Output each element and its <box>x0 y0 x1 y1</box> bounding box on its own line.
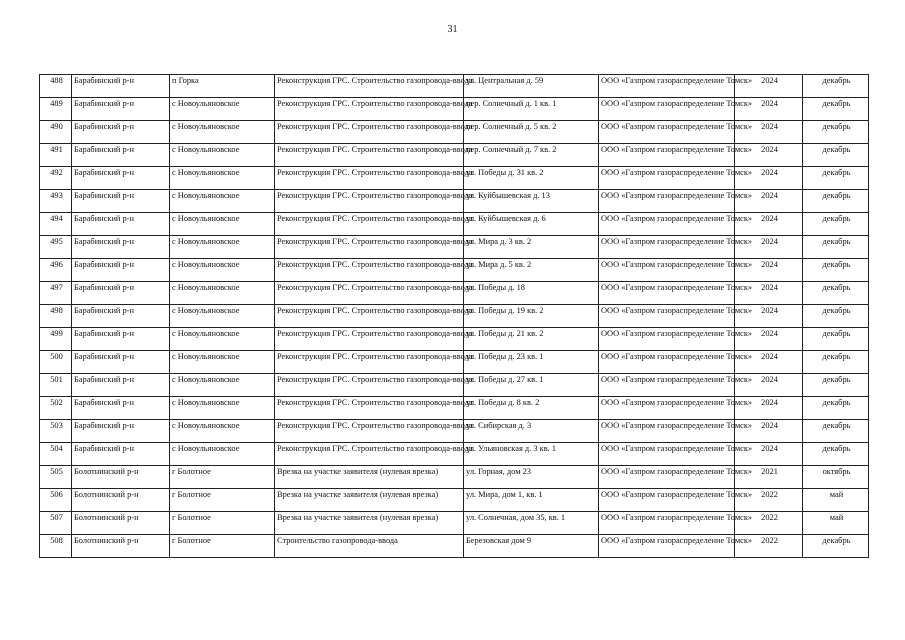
month-cell: декабрь <box>803 144 869 167</box>
year-cell: 2024 <box>735 236 803 259</box>
locality-cell: с Новоульяновское <box>170 282 275 305</box>
district-cell: Болотнинский р-н <box>72 535 170 558</box>
table-row <box>40 167 869 190</box>
year-cell: 2024 <box>735 443 803 466</box>
district-cell: Барабинский р-н <box>72 98 170 121</box>
table-row <box>40 144 869 167</box>
table-row <box>40 190 869 213</box>
work-type-cell: Реконструкция ГРС. Строительство газопровода-ввода <box>275 236 464 259</box>
organization-cell: ООО «Газпром газораспределение Томск» <box>599 144 735 167</box>
month-cell: декабрь <box>803 374 869 397</box>
month-cell: декабрь <box>803 397 869 420</box>
address-cell: ул. Куйбышевская д. 6 <box>464 213 599 236</box>
work-type-cell: Реконструкция ГРС. Строительство газопровода-ввода <box>275 98 464 121</box>
row-number: 493 <box>40 190 72 213</box>
work-type-cell: Реконструкция ГРС. Строительство газопровода-ввода <box>275 282 464 305</box>
district-cell: Барабинский р-н <box>72 305 170 328</box>
locality-cell: с Новоульяновское <box>170 167 275 190</box>
year-cell: 2024 <box>735 328 803 351</box>
table-row <box>40 282 869 305</box>
table-row <box>40 535 869 558</box>
year-cell: 2024 <box>735 98 803 121</box>
year-cell: 2024 <box>735 305 803 328</box>
organization-cell: ООО «Газпром газораспределение Томск» <box>599 167 735 190</box>
year-cell: 2024 <box>735 282 803 305</box>
month-cell: декабрь <box>803 75 869 98</box>
address-cell: ул. Куйбышевская д. 13 <box>464 190 599 213</box>
organization-cell: ООО «Газпром газораспределение Томск» <box>599 121 735 144</box>
table-row <box>40 328 869 351</box>
organization-cell: ООО «Газпром газораспределение Томск» <box>599 305 735 328</box>
locality-cell: с Новоульяновское <box>170 236 275 259</box>
year-cell: 2021 <box>735 466 803 489</box>
row-number: 508 <box>40 535 72 558</box>
row-number: 503 <box>40 420 72 443</box>
district-cell: Барабинский р-н <box>72 443 170 466</box>
row-number: 494 <box>40 213 72 236</box>
work-type-cell: Реконструкция ГРС. Строительство газопровода-ввода <box>275 351 464 374</box>
year-cell: 2024 <box>735 144 803 167</box>
locality-cell: п Горка <box>170 75 275 98</box>
district-cell: Барабинский р-н <box>72 144 170 167</box>
organization-cell: ООО «Газпром газораспределение Томск» <box>599 535 735 558</box>
year-cell: 2024 <box>735 259 803 282</box>
month-cell: декабрь <box>803 420 869 443</box>
work-type-cell: Строительство газопровода-ввода <box>275 535 464 558</box>
month-cell: декабрь <box>803 305 869 328</box>
year-cell: 2022 <box>735 512 803 535</box>
address-cell: ул. Победы д. 19 кв. 2 <box>464 305 599 328</box>
work-type-cell: Реконструкция ГРС. Строительство газопровода-ввода <box>275 443 464 466</box>
address-cell: ул. Победы д. 23 кв. 1 <box>464 351 599 374</box>
address-cell: ул. Мира, дом 1, кв. 1 <box>464 489 599 512</box>
month-cell: декабрь <box>803 282 869 305</box>
locality-cell: с Новоульяновское <box>170 190 275 213</box>
organization-cell: ООО «Газпром газораспределение Томск» <box>599 75 735 98</box>
row-number: 492 <box>40 167 72 190</box>
row-number: 507 <box>40 512 72 535</box>
organization-cell: ООО «Газпром газораспределение Томск» <box>599 351 735 374</box>
month-cell: май <box>803 489 869 512</box>
organization-cell: ООО «Газпром газораспределение Томск» <box>599 98 735 121</box>
row-number: 495 <box>40 236 72 259</box>
address-cell: ул. Горная, дом 23 <box>464 466 599 489</box>
organization-cell: ООО «Газпром газораспределение Томск» <box>599 328 735 351</box>
table-row <box>40 121 869 144</box>
row-number: 502 <box>40 397 72 420</box>
organization-cell: ООО «Газпром газораспределение Томск» <box>599 489 735 512</box>
work-type-cell: Реконструкция ГРС. Строительство газопровода-ввода <box>275 420 464 443</box>
month-cell: декабрь <box>803 351 869 374</box>
registry-table <box>39 74 869 558</box>
month-cell: декабрь <box>803 167 869 190</box>
organization-cell: ООО «Газпром газораспределение Томск» <box>599 512 735 535</box>
month-cell: декабрь <box>803 98 869 121</box>
work-type-cell: Реконструкция ГРС. Строительство газопровода-ввода <box>275 75 464 98</box>
locality-cell: с Новоульяновское <box>170 328 275 351</box>
table-row <box>40 512 869 535</box>
locality-cell: г Болотное <box>170 466 275 489</box>
district-cell: Барабинский р-н <box>72 397 170 420</box>
district-cell: Барабинский р-н <box>72 351 170 374</box>
address-cell: ул. Победы д. 31 кв. 2 <box>464 167 599 190</box>
work-type-cell: Реконструкция ГРС. Строительство газопровода-ввода <box>275 190 464 213</box>
row-number: 489 <box>40 98 72 121</box>
month-cell: декабрь <box>803 259 869 282</box>
table-row <box>40 420 869 443</box>
year-cell: 2022 <box>735 535 803 558</box>
work-type-cell: Реконструкция ГРС. Строительство газопровода-ввода <box>275 397 464 420</box>
year-cell: 2024 <box>735 374 803 397</box>
year-cell: 2024 <box>735 213 803 236</box>
locality-cell: с Новоульяновское <box>170 351 275 374</box>
organization-cell: ООО «Газпром газораспределение Томск» <box>599 259 735 282</box>
locality-cell: г Болотное <box>170 489 275 512</box>
table-row <box>40 259 869 282</box>
address-cell: ул. Сибирская д. 3 <box>464 420 599 443</box>
month-cell: май <box>803 512 869 535</box>
work-type-cell: Реконструкция ГРС. Строительство газопровода-ввода <box>275 259 464 282</box>
district-cell: Барабинский р-н <box>72 121 170 144</box>
work-type-cell: Реконструкция ГРС. Строительство газопровода-ввода <box>275 374 464 397</box>
district-cell: Барабинский р-н <box>72 328 170 351</box>
month-cell: декабрь <box>803 443 869 466</box>
address-cell: ул. Победы д. 21 кв. 2 <box>464 328 599 351</box>
work-type-cell: Реконструкция ГРС. Строительство газопровода-ввода <box>275 305 464 328</box>
table-row <box>40 213 869 236</box>
locality-cell: с Новоульяновское <box>170 420 275 443</box>
month-cell: декабрь <box>803 328 869 351</box>
year-cell: 2024 <box>735 420 803 443</box>
locality-cell: с Новоульяновское <box>170 397 275 420</box>
row-number: 499 <box>40 328 72 351</box>
address-cell: ул. Победы д. 27 кв. 1 <box>464 374 599 397</box>
year-cell: 2024 <box>735 397 803 420</box>
row-number: 498 <box>40 305 72 328</box>
work-type-cell: Реконструкция ГРС. Строительство газопровода-ввода <box>275 167 464 190</box>
table-row <box>40 98 869 121</box>
address-cell: ул. Мира д. 3 кв. 2 <box>464 236 599 259</box>
organization-cell: ООО «Газпром газораспределение Томск» <box>599 466 735 489</box>
organization-cell: ООО «Газпром газораспределение Томск» <box>599 213 735 236</box>
organization-cell: ООО «Газпром газораспределение Томск» <box>599 190 735 213</box>
address-cell: пер. Солнечный д. 5 кв. 2 <box>464 121 599 144</box>
locality-cell: с Новоульяновское <box>170 305 275 328</box>
district-cell: Барабинский р-н <box>72 420 170 443</box>
district-cell: Барабинский р-н <box>72 75 170 98</box>
locality-cell: г Болотное <box>170 512 275 535</box>
locality-cell: с Новоульяновское <box>170 98 275 121</box>
address-cell: ул. Мира д. 5 кв. 2 <box>464 259 599 282</box>
row-number: 490 <box>40 121 72 144</box>
year-cell: 2024 <box>735 167 803 190</box>
district-cell: Барабинский р-н <box>72 167 170 190</box>
table-row <box>40 443 869 466</box>
work-type-cell: Врезка на участке заявителя (нулевая врезка) <box>275 512 464 535</box>
district-cell: Барабинский р-н <box>72 259 170 282</box>
month-cell: декабрь <box>803 236 869 259</box>
locality-cell: с Новоульяновское <box>170 443 275 466</box>
table-row <box>40 236 869 259</box>
locality-cell: с Новоульяновское <box>170 374 275 397</box>
district-cell: Барабинский р-н <box>72 374 170 397</box>
year-cell: 2024 <box>735 351 803 374</box>
month-cell: декабрь <box>803 535 869 558</box>
year-cell: 2024 <box>735 121 803 144</box>
month-cell: декабрь <box>803 213 869 236</box>
row-number: 500 <box>40 351 72 374</box>
address-cell: ул. Победы д. 18 <box>464 282 599 305</box>
organization-cell: ООО «Газпром газораспределение Томск» <box>599 236 735 259</box>
district-cell: Барабинский р-н <box>72 236 170 259</box>
work-type-cell: Реконструкция ГРС. Строительство газопровода-ввода <box>275 121 464 144</box>
table-row <box>40 75 869 98</box>
locality-cell: с Новоульяновское <box>170 121 275 144</box>
table-row <box>40 397 869 420</box>
row-number: 506 <box>40 489 72 512</box>
work-type-cell: Врезка на участке заявителя (нулевая врезка) <box>275 466 464 489</box>
month-cell: декабрь <box>803 121 869 144</box>
organization-cell: ООО «Газпром газораспределение Томск» <box>599 443 735 466</box>
table-row <box>40 351 869 374</box>
district-cell: Болотнинский р-н <box>72 512 170 535</box>
table-row <box>40 305 869 328</box>
year-cell: 2022 <box>735 489 803 512</box>
locality-cell: с Новоульяновское <box>170 144 275 167</box>
row-number: 491 <box>40 144 72 167</box>
table-row <box>40 466 869 489</box>
organization-cell: ООО «Газпром газораспределение Томск» <box>599 420 735 443</box>
work-type-cell: Врезка на участке заявителя (нулевая врезка) <box>275 489 464 512</box>
table-row <box>40 489 869 512</box>
work-type-cell: Реконструкция ГРС. Строительство газопровода-ввода <box>275 144 464 167</box>
month-cell: октябрь <box>803 466 869 489</box>
work-type-cell: Реконструкция ГРС. Строительство газопровода-ввода <box>275 328 464 351</box>
district-cell: Барабинский р-н <box>72 213 170 236</box>
row-number: 504 <box>40 443 72 466</box>
address-cell: пер. Солнечный д. 1 кв. 1 <box>464 98 599 121</box>
organization-cell: ООО «Газпром газораспределение Томск» <box>599 397 735 420</box>
address-cell: ул. Солнечная, дом 35, кв. 1 <box>464 512 599 535</box>
year-cell: 2024 <box>735 75 803 98</box>
month-cell: декабрь <box>803 190 869 213</box>
work-type-cell: Реконструкция ГРС. Строительство газопровода-ввода <box>275 213 464 236</box>
row-number: 501 <box>40 374 72 397</box>
district-cell: Барабинский р-н <box>72 190 170 213</box>
row-number: 505 <box>40 466 72 489</box>
address-cell: пер. Солнечный д. 7 кв. 2 <box>464 144 599 167</box>
row-number: 488 <box>40 75 72 98</box>
table-row <box>40 374 869 397</box>
address-cell: Березовская дом 9 <box>464 535 599 558</box>
page-number: 31 <box>447 24 458 35</box>
district-cell: Барабинский р-н <box>72 282 170 305</box>
address-cell: ул. Ульяновская д. 3 кв. 1 <box>464 443 599 466</box>
organization-cell: ООО «Газпром газораспределение Томск» <box>599 374 735 397</box>
locality-cell: г Болотное <box>170 535 275 558</box>
address-cell: ул. Победы д. 8 кв. 2 <box>464 397 599 420</box>
district-cell: Болотнинский р-н <box>72 466 170 489</box>
row-number: 497 <box>40 282 72 305</box>
locality-cell: с Новоульяновское <box>170 213 275 236</box>
year-cell: 2024 <box>735 190 803 213</box>
locality-cell: с Новоульяновское <box>170 259 275 282</box>
row-number: 496 <box>40 259 72 282</box>
address-cell: ул. Центральная д. 59 <box>464 75 599 98</box>
organization-cell: ООО «Газпром газораспределение Томск» <box>599 282 735 305</box>
table-body <box>40 75 869 558</box>
district-cell: Болотнинский р-н <box>72 489 170 512</box>
